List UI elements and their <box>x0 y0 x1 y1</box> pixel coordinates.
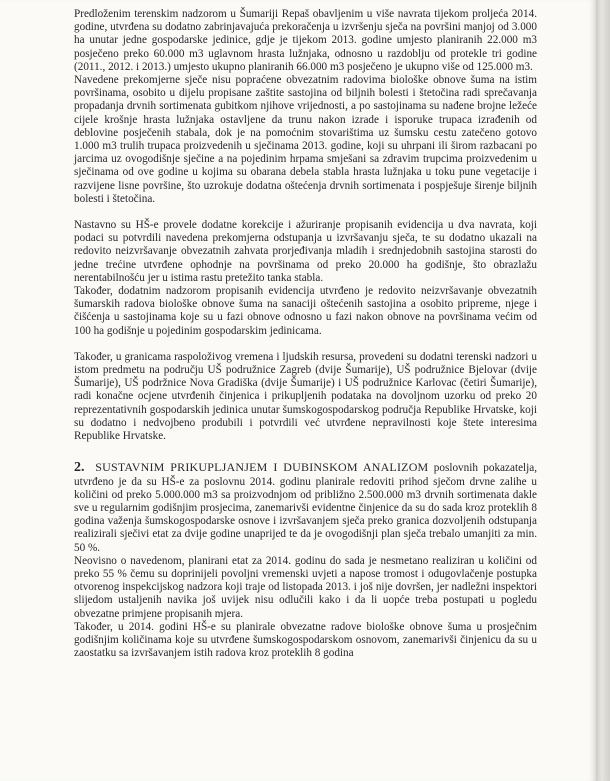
paragraph-repas-inspection: Predloženim terenskim nadzorom u Šumariji Repaš obavljenim u više navrata tijekom proljeća 2014. godine, utvrđena su dodatno zabrinjavajuća prekoračenja u izvršenju sječa na površini manjoj od 3.000 ha unutar jedne gospodarske jedinice, gdje je tijekom 2013. godine umjesto planiranih 22.000 m3 posječeno preko 60.000 m3 uglavnom hrasta lužnjaka, odnosno u razdoblju od protekle tri godine (2011., 2012. i 2013.) umjesto ukupno planiranih 66.000 m3 posječeno je ukupno više od 125.000 m3. <box>74 8 537 73</box>
paragraph-planned-etat: Neovisno o navedenom, planirani etat za 2014. godinu do sada je nesmetano realiziran u količini od preko 55 % čemu su doprinijeli povoljni vremenski uvjeti a napose tromost i odugovlačenje postupka otvorenog inspekcijskog nadzora koji traje od listopada 2013. i još nije dovršen, jer nadležni inspektori slijedom ustaljenih navika još uvijek nisu odlučili kako i da li uopće treba postupati u pogledu obvezatne primjene propisanih mjera. <box>74 554 537 620</box>
document-body <box>74 8 537 660</box>
section-2-text: poslovnih pokazatelja, utvrđeno je da su HŠ-e za poslovnu 2014. godinu planirale redoviti prihod sječom drvne zalihe u količini od preko 5.000.000 m3 sa proizvodnjom od približno 2.500.000 m3 drvnih sortimenata dakle sve u regularnim godišnjim prosjecima, zanemarivši evidentne činjenice da su do sada kroz proteklih 8 godina važenja šumskogospodarske osnove i izvršavanjem sječa preko granica dozvoljenih odstupanja realizirali sječivi etat za dvije godine unaprijed te da je ovogodišnji plan sječa trebalo umanjiti za min. 50 %. <box>74 462 538 554</box>
section-2-paragraph <box>74 461 537 554</box>
paragraph-biological-renewal: Također, dodatnim nadzorom propisanih evidencija utvrđeno je redovito neizvršavanje obvezatnih šumarskih radova biološke obnove šuma na sanaciji oštećenih sastojina a osobito pripreme, njege i čišćenja u sastojinama koje su u fazi obnove odnosno u fazi nakon obnove na površinama većim od 100 ha godišnje u pojedinim gospodarskim jedinicama. <box>74 285 537 337</box>
paragraph-excessive-felling: Navedene prekomjerne sječe nisu popraćene obvezatnim radovima biološke obnove šuma na istim površinama, osobito u dijelu propisane zaštite sastojina od biljnih bolesti i štetočina radi sprečavanja propadanja drvnih sortimenata gubitkom njihove vrijednosti, a po sastojinama su nađene brojne ležeće cijele krošnje hrasta lužnjaka ostavljene da trunu nakon izrade i isporuke trupaca izrađenih od deblovine posječenih stabala, dok je na pomoćnim stovarištima uz šumsku cestu zatečeno gotovo 1.000 m3 trulih trupaca proizvedenih u sječinama 2013. godine, koji su uhrpani ili širom razbacani po jarcima uz ovogodišnje sječine a na pojedinim hrpama smješani sa zdravim trupcima proizvedenim u sječinama od ove godine u kojima su obarana debela stabla hrasta lužnjaka u toku pune vegetacije i razvijene lisne površine, što uzrokuje dodatna oštećenja drvnih sortimenata i pospješuje širenje biljnih bolesti i štetočina. <box>74 74 537 205</box>
page-edge <box>596 0 610 781</box>
section-title: SUSTAVNIM PRIKUPLJANJEM I DUBINSKOM ANALIZOM <box>95 460 429 475</box>
section-number: 2. <box>74 460 85 476</box>
paragraph-records-corrections: Nastavno su HŠ-e provele dodatne korekcije i ažuriranje propisanih evidencija u dva navrata, koji podaci su potvrdili navedena prekomjerna odstupanja u izvršavanju sječa, te su dodatno ukazali na redovito neizvršavanje obvezatnih zahvata prorjeđivanja mladih i srednjedobnih sastojina starosti do jedne trećine utvrđene ophodnje na površinama od preko 20.000 ha godišnje, što obrazlažu nerentabilnošću jer u istima rastu pretežito tanka stabla. <box>74 219 537 284</box>
paragraph-additional-inspections: Također, u granicama raspoloživog vremena i ljudskih resursa, provedeni su dodatni terenski nadzori u istom predmetu na području UŠ podružnice Zagreb (dvije Šumarije), UŠ podružnice Bjelovar (dvije Šumarije), UŠ podržnice Nova Gradiška (dvije Šumarije) i UŠ podružnice Karlovac (četiri Šumarije), radi konačne ocjene utvrđenih činjenica i prikupljenih podataka na dovoljnom uzorku od preko 20 reprezentativnih gospodarskih jedinica unutar šumskogospodarskog područja Republike Hrvatske, koji su dodatno i nedvojbeno produbili i potvrdili već utvrđene nepravilnosti koje štete interesima Republike Hrvatske. <box>74 350 537 443</box>
paragraph-renewal-plan: Također, u 2014. godini HŠ-e su planirale obvezatne radove biološke obnove šuma u prosječnim godišnjim količinama koje su utvrđene šumskogospodarskom osnovom, zanemarivši činjenicu da su u zaostatku sa izvršavanjem istih radova kroz proteklih 8 godina <box>74 620 537 660</box>
